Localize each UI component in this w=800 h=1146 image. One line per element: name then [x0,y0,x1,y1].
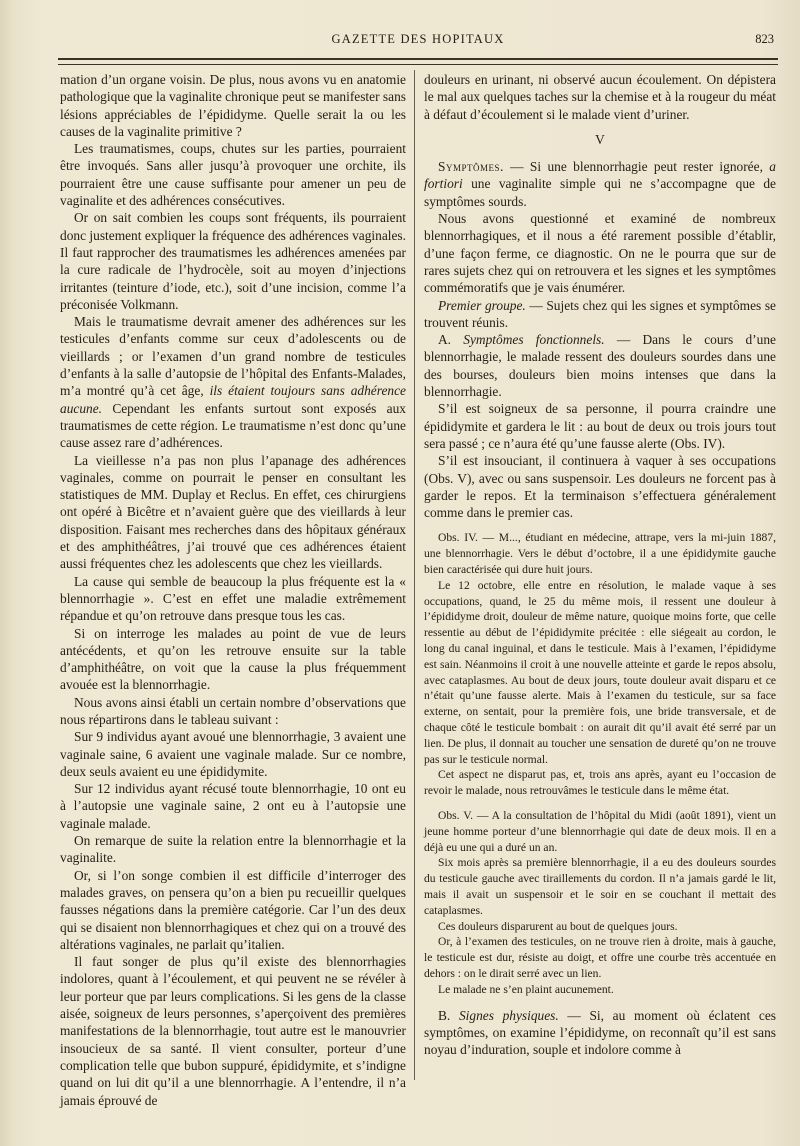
paragraph: Les traumatismes, coups, chutes sur les parties, pourraient être invoqués. Sans aller jusqu’à provoquer une orchite, ils pourraient être une cause suffisante pour amener un peu de vaginalite et des adhérences consécutives. [60,141,406,209]
paragraph: Sur 12 individus ayant récusé toute blennorrhagie, 10 ont eu à l’autopsie une vaginale saine, 2 ont eu à l’autopsie une vaginale malade. [60,781,406,831]
spacer [424,521,776,530]
paragraph [424,1007,776,1059]
paragraph: S’il est soigneux de sa personne, il pourra craindre une épididymite et gardera le lit : au bout de deux ou trois jours tout sera passé ; ce n’aura été qu’une fausse alerte (Obs. IV). [424,401,776,451]
paragraph: La cause qui semble de beaucoup la plus fréquente est la « blennorrhagie ». C’est en effet une maladie extrêmement répandue et qu’on retrouve dans presque tous les cas. [60,573,406,624]
paragraph [424,297,776,332]
text-run: — Si, au moment où éclatent ces symptômes, on examine l’épididyme, on reconnaît qu’il est sans noyau d’induration, souple et indolore comme à [424,1007,776,1058]
running-title: GAZETTE DES HOPITAUX [331,32,505,46]
observation-paragraph: Obs. V. — A la consultation de l’hôpital du Midi (août 1891), vient un jeune homme porteur d’une blennorrhagie qui date de deux mois. Il en a déjà eu une qui a duré un an. [424,808,776,854]
paragraph: Or on sait combien les coups sont fréquents, ils pourraient donc justement expliquer la fréquence des adhérences vaginales. Il faut rapprocher des traumatismes les adhérences amenées par la cure radicale de l’hydrocèle, soit au moyen d’injections irritantes (teinture d’iode, etc.), soit d’une incision, comme l’a préconisée Volkmann. [60,210,406,312]
paragraph: S’il est insouciant, il continuera à vaquer à ses occupations (Obs. V), avec ou sans suspensoir. Les douleurs ne forcent pas à garder le repos. Et la terminaison s’effectuera généralement comme dans le premier cas. [424,453,776,521]
text-run: B. [438,1007,459,1023]
column-separator [414,70,415,1080]
paragraph: On remarque de suite la relation entre la blennorrhagie et la vaginalite. [60,833,406,866]
observation-paragraph: Obs. IV. — M..., étudiant en médecine, attrape, vers la mi-juin 1887, une blennorrhagie. Vers le début d’octobre, il a une épididymite gauche bien caractérisée qui dure huit jours. [424,531,776,577]
paragraph: Or, si l’on songe combien il est difficile d’interroger des malades graves, on pensera qu’on a bien pu recueillir quelques fausses négations dans la première catégorie. Car l’un des deux qui se disaient non blennorrhagiques et chez qui on a trouvé des altérations vaginales, ne parlait qu’italien. [60,867,406,952]
section-heading: Symptômes. [438,159,504,175]
observation-paragraph: Or, à l’examen des testicules, on ne trouve rien à droite, mais à gauche, le testicule est dur, résiste au doigt, et offre une courbe très accentuée en dehors : on le dirait serré avec un lien. [424,935,776,980]
header-rule [58,58,778,65]
page-header [58,30,778,52]
text-run: A. [438,332,464,348]
paragraph: mation d’un organe voisin. De plus, nous avons vu en anatomie pathologique que la vaginalite chronique peut se manifester sans lésions appréciables de l’épididyme. Quelle serait la ou les causes de la vaginalite primitive ? [60,72,406,139]
italic-text: Symptômes fonctionnels. [463,332,605,348]
italic-text: ils étaient toujours sans adhérence aucune. [60,383,406,416]
paragraph [424,158,776,210]
text-run: — Sujets chez qui les signes et symptômes se trouvent réunis. [424,297,776,330]
paragraph: Nous avons questionné et examiné de nombreux blennorrhagiques, et il nous a été rarement possible d’établir, d’une façon ferme, ce diagnostic. On ne le pourra que sur de rares sujets chez qui on retrouvera et les signes et les symptômes commémoratifs que je vais énumérer. [424,211,776,296]
observation-paragraph: Cet aspect ne disparut pas, et, trois ans après, ayant eu l’occasion de revoir le malade, nous retrouvâmes le testicule dans le même état. [424,768,776,798]
paragraph [424,331,776,400]
italic-text: a fortiori [424,159,776,192]
paragraph: Il faut songer de plus qu’il existe des blennorrhagies indolores, quant à l’écoulement, et qui peuvent ne se révéler à leur porteur que par leurs complications. Si les gens de la classe aisée, soigneux de leurs personnes, s’aperçoivent des premières manifestations de la blennorrhagie, tout autre est le manouvrier insoucieux de sa santé. Il vient consulter, porteur d’une complication telle que bubon suppuré, épididymite, et s’indigne quand on lui dit qu’il a une blennorrhagie. A l’entendre, il n’a jamais éprouvé de [60,954,406,1108]
text-run: — Si une blennorrhagie peut rester ignorée, [503,159,763,175]
spacer [424,998,776,1007]
text-run: Cependant les enfants surtout sont exposés aux traumatismes de cette région. Le traumatisme n’est donc qu’une cause assez rare d’adhérences. [60,400,406,451]
left-column [60,71,406,1109]
text-run: Mais le traumatisme devrait amener des adhérences sur les testicules d’enfants comme sur ceux d’adolescents ou de vieillards ; or l’examen d’un grand nombre de testicules d’enfants à la salle d’autopsie de l’hôpital des Enfants-Malades, m’a montré qu’à cet âge, [60,314,406,399]
observation-paragraph: Le malade ne s’en plaint aucunement. [438,982,614,996]
observation-paragraph: Le 12 octobre, elle entre en résolution, le malade vaque à ses occupations, quand, le 25 du même mois, il ressent une douleur à l’épididyme droit, douleur de même nature, quoique moins forte, que celle ressentie au début de l’épididymite précitée : elle siégeait au cordon, le long du canal inguinal, et dans le testicule. Mais à l’examen, l’épididyme est sain. Néanmoins il croit à une nouvelle atteinte et garde le repos absolu, avec cataplasmes. Au bout de deux jours, toute douleur avait disparu et ce n’était qu’une fausse alerte. Mais à l’examen du testicule, sur sa face externe, on sentait, pour la première fois, une bride transversale, et de chaque côté le testicule bombait : on aurait dit qu’il avait été serré par un lien. De plus, il donnait au toucher une sensation de dureté qu’on ne trouve pas sur le testicule normal. [424,578,776,766]
observation-paragraph: Ces douleurs disparurent au bout de quelques jours. [438,919,678,933]
page-number: 823 [755,32,774,46]
section-number: V [595,131,605,147]
paragraph: douleurs en urinant, ni observé aucun écoulement. On dépistera le mal aux quelques taches sur la chemise et à la rougeur du méat à défaut d’écoulement si le malade vient d’uriner. [424,72,776,122]
paragraph: La vieillesse n’a pas non plus l’apanage des adhérences vaginales, comme on pourrait le penser en consultant les statistiques de MM. Duplay et Reclus. En effet, ces chirurgiens ont opéré à Bicêtre et n’avaient guère que des vieillards à leur disposition. Faisant mes recherches dans des hôpitaux généraux et des amphithéâtres, j’ai trouvé que ces adhérences étaient aussi fréquentes chez les adolescents que chez les vieillards. [60,452,406,572]
text-run: une vaginalite simple qui ne s’accompagne que de symptômes sourds. [424,176,776,209]
italic-text: Premier groupe. [438,297,526,313]
paragraph: Sur 9 individus ayant avoué une blennorrhagie, 3 avaient une vaginale saine, 6 avaient une vaginale malade. Sur ce nombre, deux seuls avaient eu une épididymite. [60,729,406,779]
right-column [424,71,776,1058]
paragraph [60,313,406,451]
paragraph: Si on interroge les malades au point de vue de leurs antécédents, et qu’on les retrouve ensuite sur la table d’amphithéâtre, on voit que la cause la plus fréquemment avouée est la blennorrhagie. [60,625,406,693]
text-run: — Dans le cours d’une blennorrhagie, le malade ressent des douleurs sourdes dans une des bourses, douleurs bien moins intenses que dans la blennorrhagie. [424,332,776,400]
italic-text: Signes physiques. [458,1007,559,1023]
observation-paragraph: Six mois après sa première blennorrhagie, il a eu des douleurs sourdes du testicule gauche avec tiraillements du cordon. Il n’a jamais gardé le lit, mais il avait un suspensoir et le soir en se couchant il mettait des cataplasmes. [424,856,776,917]
spacer [424,799,776,808]
paragraph: Nous avons ainsi établi un certain nombre d’observations que nous répartirons dans le tableau suivant : [60,694,406,727]
